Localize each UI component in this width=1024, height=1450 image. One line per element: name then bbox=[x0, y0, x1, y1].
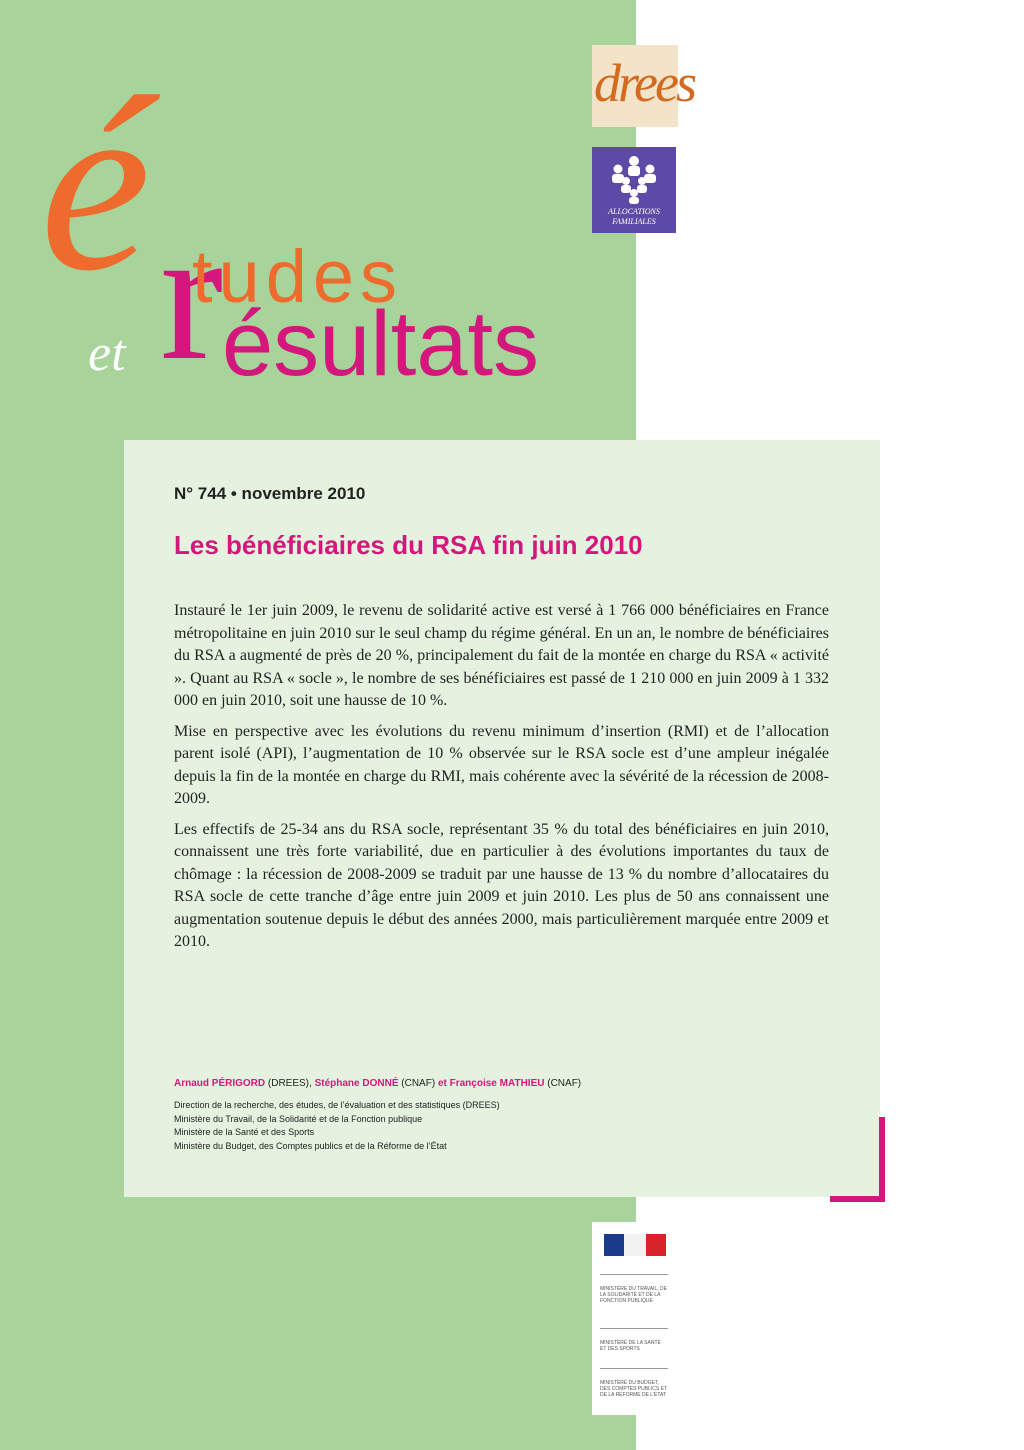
abstract-paragraph-2: Mise en perspective avec les évolutions du revenu minimum d’insertion (RMI) et de l’allocation parent isolé (API), l’augmentation de 10 % observée sur le RSA socle est d’une ampleur inégalée depuis la fin de la montée en charge du RMI, mais cohérente avec la sévérité de la récession de 2008-2009. bbox=[174, 722, 829, 807]
affiliation-line: Ministère du Travail, de la Solidarité et de la Fonction publique bbox=[174, 1113, 423, 1124]
author-2-first: Stéphane bbox=[314, 1078, 363, 1089]
masthead-tudes-text: tudes bbox=[192, 235, 404, 318]
panel-corner-mark-horizontal bbox=[830, 1196, 885, 1202]
ministry-text-3: MINISTÈRE DU BUDGET, DES COMPTES PUBLICS ET DE LA RÉFORME DE L'ÉTAT bbox=[600, 1380, 667, 1398]
ministry-divider bbox=[600, 1328, 668, 1329]
ministry-text-1: MINISTÈRE DU TRAVAIL, DE LA SOLIDARITÉ ET DE LA FONCTION PUBLIQUE bbox=[600, 1286, 667, 1304]
masthead-r-letter: r bbox=[160, 190, 224, 400]
ministry-divider bbox=[600, 1274, 668, 1275]
affiliation-line: Ministère de la Santé et des Sports bbox=[174, 1127, 315, 1137]
issue-number: N° 744 • novembre 2010 bbox=[174, 484, 366, 503]
abstract-paragraph-1: Instauré le 1er juin 2009, le revenu de solidarité active est versé à 1 766 000 bénéficiaires en France métropolitaine en juin 2010 sur le seul champ du régime général. En un an, le nombre de bénéficiaires du RSA a augmenté de près de 20 %, principalement du fait de la montée en charge du RSA « activité ». Quant au RSA « socle », le nombre de ses bénéficiaires est passé de 1 210 000 en juin 2009 à 1 332 000 en juin 2010, soit une hausse de 10 %. bbox=[174, 602, 829, 709]
caf-logo-caption: ALLOCATIONS FAMILIALES bbox=[608, 207, 660, 226]
affiliations bbox=[174, 1099, 500, 1153]
panel-corner-mark-vertical bbox=[879, 1117, 885, 1202]
author-1-org: (DREES), bbox=[265, 1078, 315, 1089]
author-1-last: PÉRIGORD bbox=[211, 1078, 266, 1089]
ministry-text-2: MINISTÈRE DE LA SANTÉ ET DES SPORTS bbox=[600, 1340, 661, 1352]
author-separator: et bbox=[437, 1078, 450, 1089]
author-1-first: Arnaud bbox=[174, 1078, 212, 1089]
caf-family-icon bbox=[604, 153, 664, 205]
ministry-divider bbox=[600, 1368, 668, 1369]
document-title: Les bénéficiaires du RSA fin juin 2010 bbox=[174, 530, 643, 560]
author-3-org: (CNAF) bbox=[544, 1078, 582, 1089]
author-3-last: MATHIEU bbox=[499, 1078, 545, 1089]
affiliation-line: Direction de la recherche, des études, de l’évaluation et des statistiques (DREES) bbox=[174, 1100, 500, 1110]
caf-logo bbox=[592, 147, 676, 233]
masthead-sultats-text: ésultats bbox=[222, 293, 540, 395]
republique-francaise-flag-icon bbox=[604, 1234, 666, 1256]
authors-line bbox=[174, 1078, 581, 1089]
abstract-body bbox=[174, 600, 829, 962]
drees-logo bbox=[592, 45, 694, 127]
abstract-paragraph-3: Les effectifs de 25-34 ans du RSA socle, représentant 35 % du total des bénéficiaires en juin 2010, connaissent une très forte variabilité, due en particulier à des évolutions importantes du taux de chômage : la récession de 2008-2009 se traduit par une hausse de 13 % du nombre d’allocataires du RSA socle de cette tranche d’âge entre juin 2009 et juin 2010. Les plus de 50 ans connaissent une augmentation soutenue depuis le début des années 2000, mais particulièrement marquée entre 2009 et 2010. bbox=[174, 820, 829, 950]
author-2-org: (CNAF) bbox=[398, 1078, 438, 1089]
author-3-first: Françoise bbox=[449, 1078, 500, 1089]
affiliation-line: Ministère du Budget, des Comptes publics et de la Réforme de l’État bbox=[174, 1140, 447, 1151]
ministry-logos bbox=[592, 1222, 676, 1415]
author-2-last: DONNÉ bbox=[362, 1078, 399, 1089]
masthead-et-text: et bbox=[88, 325, 126, 382]
masthead-e-letter: é bbox=[40, 46, 151, 323]
drees-logo-text: drees bbox=[594, 53, 694, 113]
